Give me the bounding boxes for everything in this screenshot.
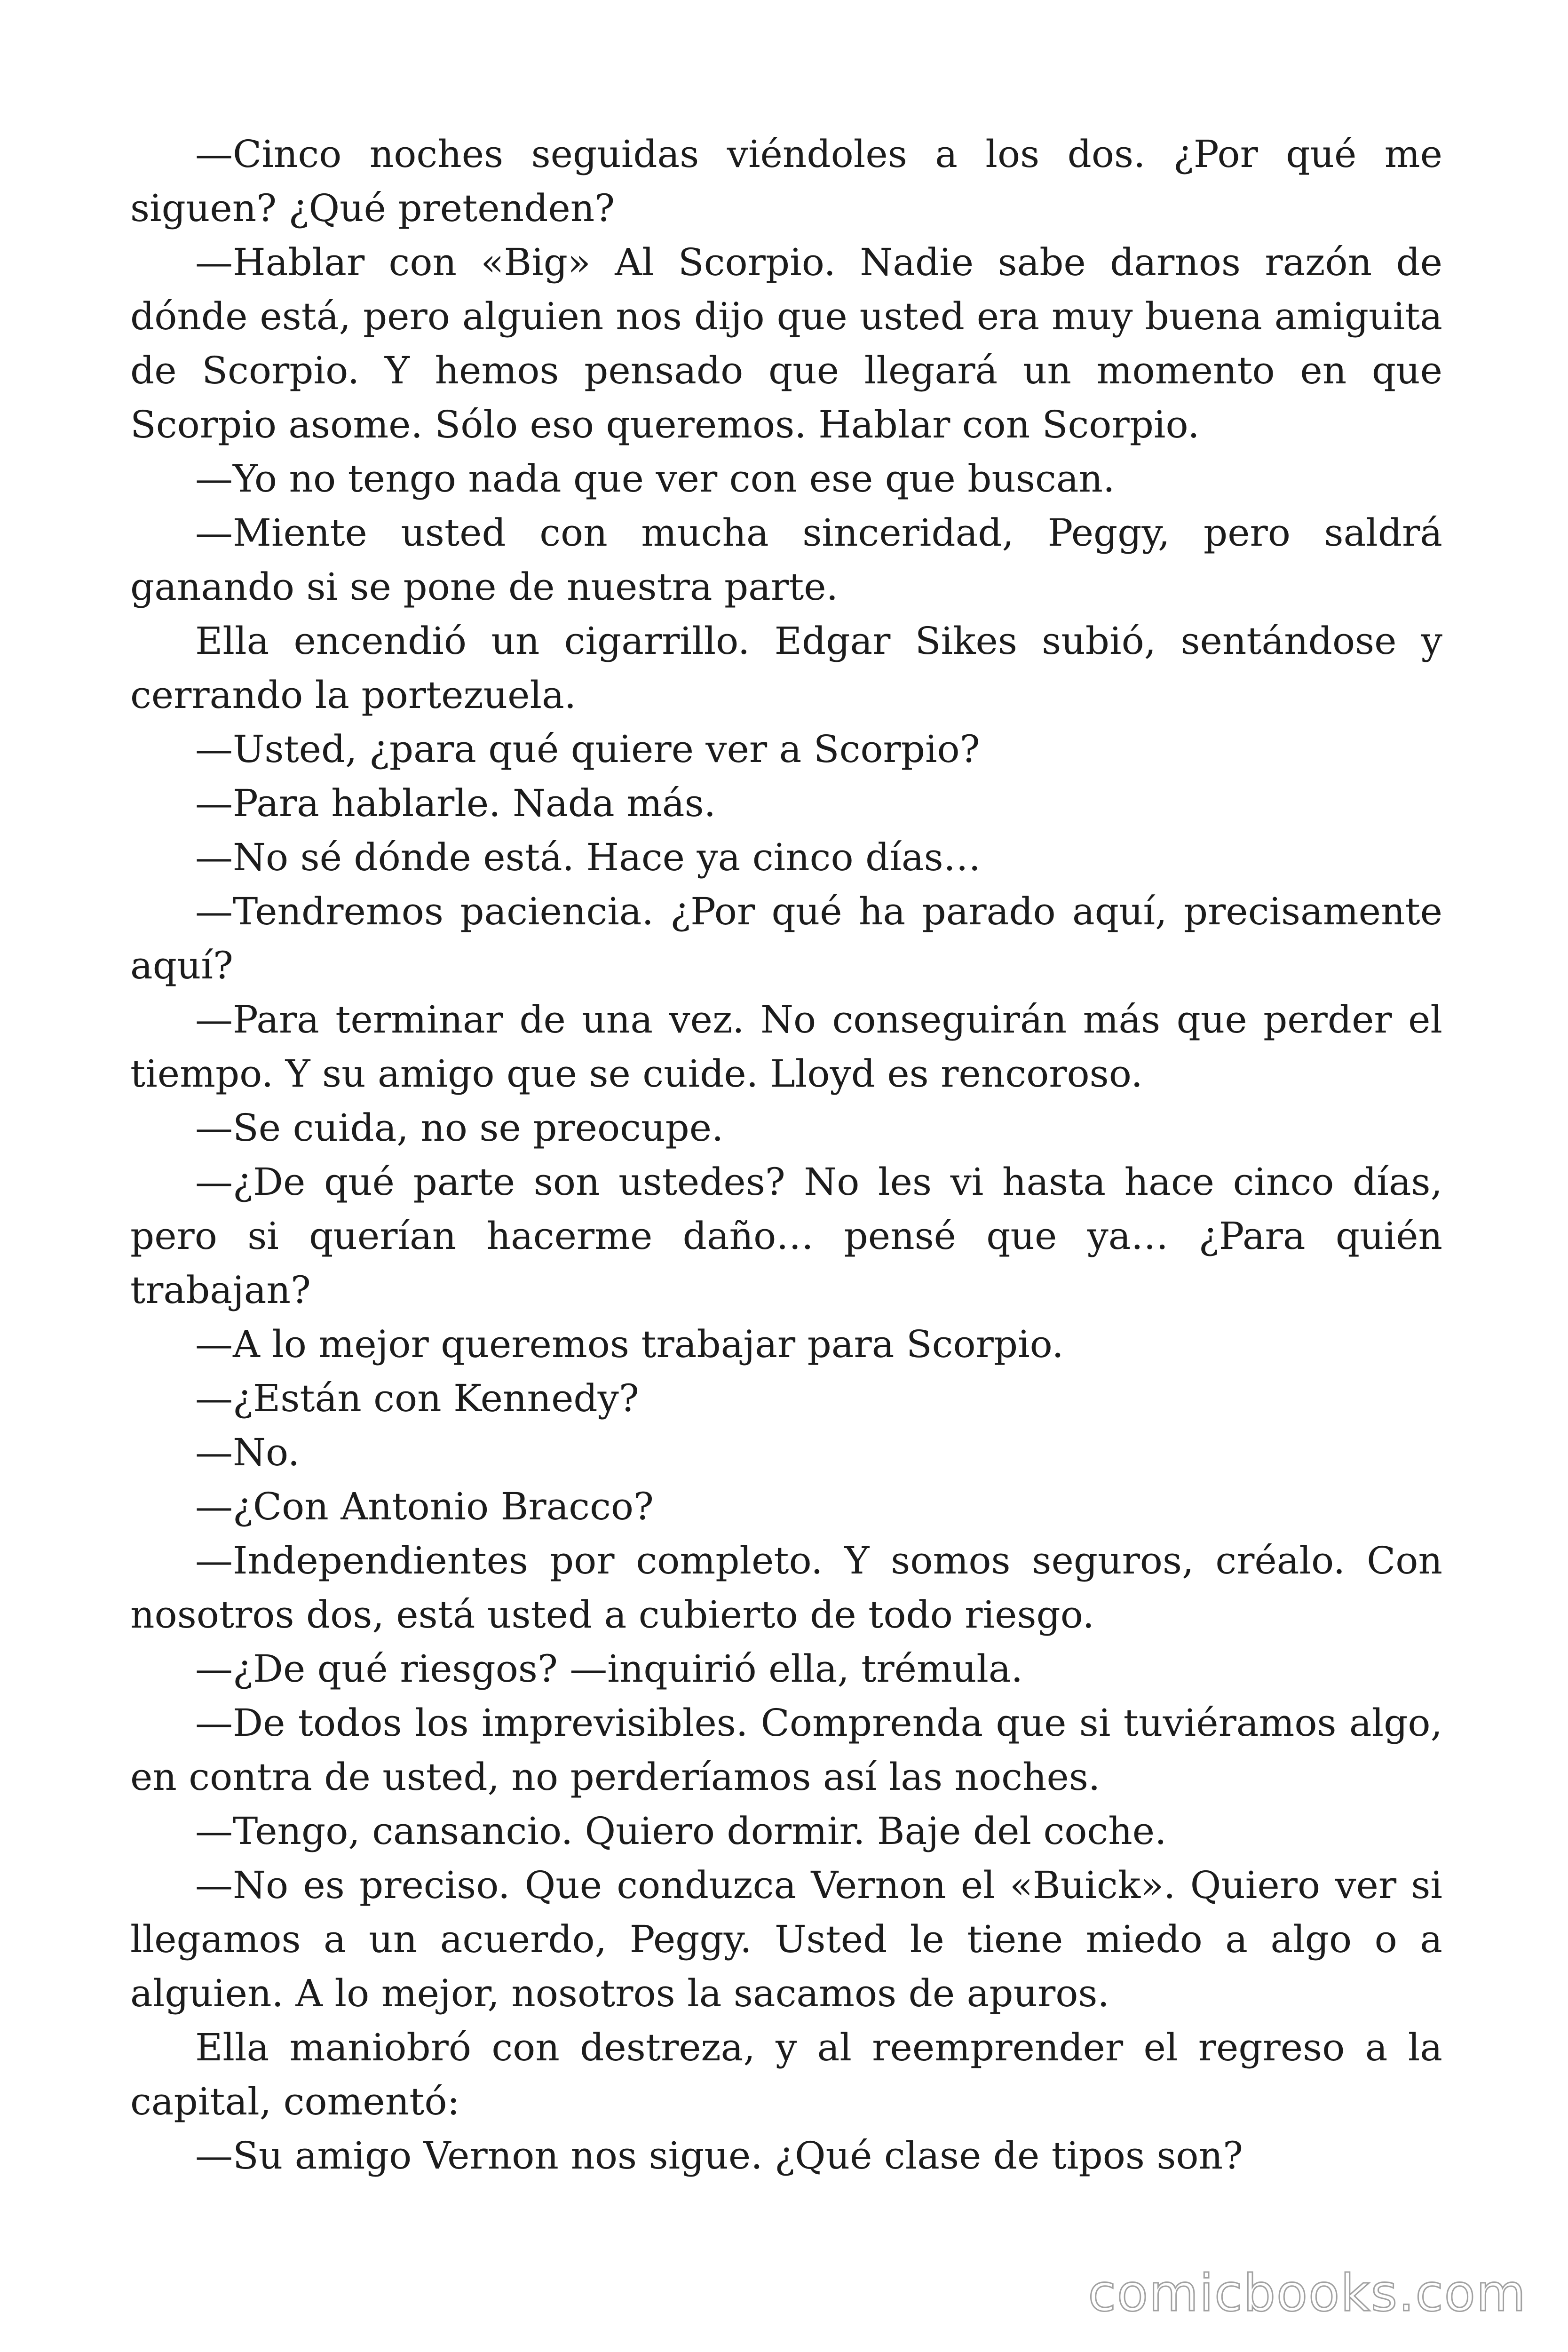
- paragraph: —¿De qué parte son ustedes? No les vi hasta hace cinco días, pero si querían hacerme daño… pensé que ya… ¿Para quién trabajan?: [130, 1160, 1442, 1312]
- paragraph: —Para hablarle. Nada más.: [195, 781, 716, 825]
- paragraph: —No es preciso. Que conduzca Vernon el «Buick». Quiero ver si llegamos a un acuerdo, Peggy. Usted le tiene miedo a algo o a alguien. A lo mejor, nosotros la sacamos de apuros.: [130, 1863, 1442, 2015]
- paragraph: —Tendremos paciencia. ¿Por qué ha parado aquí, precisamente aquí?: [130, 890, 1442, 987]
- paragraph: —Independientes por completo. Y somos seguros, créalo. Con nosotros dos, está usted a cubierto de todo riesgo.: [130, 1539, 1442, 1637]
- paragraph: —Su amigo Vernon nos sigue. ¿Qué clase de tipos son?: [195, 2134, 1243, 2177]
- paragraph: —Cinco noches seguidas viéndoles a los dos. ¿Por qué me siguen? ¿Qué pretenden?: [130, 132, 1442, 230]
- book-page-text: [130, 127, 1442, 2183]
- paragraph: —A lo mejor queremos trabajar para Scorpio.: [195, 1322, 1064, 1366]
- paragraph: —¿De qué riesgos? —inquirió ella, trémula.: [195, 1647, 1023, 1691]
- paragraph: Ella encendió un cigarrillo. Edgar Sikes subió, sentándose y cerrando la portezuela.: [130, 619, 1442, 717]
- paragraph: Ella maniobró con destreza, y al reemprender el regreso a la capital, comentó:: [130, 2026, 1442, 2123]
- paragraph: —De todos los imprevisibles. Comprenda que si tuviéramos algo, en contra de usted, no perderíamos así las noches.: [130, 1701, 1442, 1799]
- paragraph: —Tengo, cansancio. Quiero dormir. Baje del coche.: [195, 1809, 1167, 1853]
- paragraph: —Miente usted con mucha sinceridad, Peggy, pero saldrá ganando si se pone de nuestra parte.: [130, 511, 1442, 609]
- paragraph: —Yo no tengo nada que ver con ese que buscan.: [195, 457, 1115, 501]
- paragraph: —Hablar con «Big» Al Scorpio. Nadie sabe darnos razón de dónde está, pero alguien nos dijo que usted era muy buena amiguita de Scorpio. Y hemos pensado que llegará un momento en que Scorpio asome. Sólo eso queremos. Hablar con Scorpio.: [130, 240, 1442, 446]
- paragraph: —¿Con Antonio Bracco?: [195, 1485, 654, 1528]
- paragraph: —Se cuida, no se preocupe.: [195, 1106, 724, 1150]
- watermark: comicbooks.com: [1088, 2264, 1527, 2323]
- paragraph: —Para terminar de una vez. No conseguirán más que perder el tiempo. Y su amigo que se cuide. Lloyd es rencoroso.: [130, 998, 1442, 1096]
- paragraph: —No sé dónde está. Hace ya cinco días…: [195, 835, 981, 879]
- paragraph: —No.: [195, 1430, 300, 1474]
- paragraph: —Usted, ¿para qué quiere ver a Scorpio?: [195, 727, 980, 771]
- paragraph: —¿Están con Kennedy?: [195, 1376, 639, 1420]
